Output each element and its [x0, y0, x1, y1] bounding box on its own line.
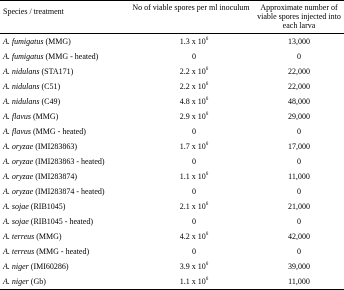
species-name: A. flavus — [3, 127, 31, 136]
spores-injected-value: 29,000 — [288, 112, 310, 121]
species-cell — [0, 124, 128, 139]
spores-injected-cell — [254, 259, 344, 274]
spores-per-ml-cell — [128, 139, 254, 154]
spores-injected-cell — [254, 244, 344, 259]
spores-per-ml-cell — [128, 124, 254, 139]
spores-per-ml-cell — [128, 154, 254, 169]
spores-exponent: 6 — [205, 37, 209, 42]
spores-per-ml-value: 1.7 x 10 — [179, 142, 206, 151]
species-name: A. oryzae — [3, 187, 34, 196]
species-name: A. nidulans — [3, 67, 40, 76]
spores-injected-cell — [254, 274, 344, 290]
species-name: A. oryzae — [3, 172, 34, 181]
header-spores-injected: Approximate number of viable spores injected into each larva — [254, 1, 344, 34]
spores-per-ml-value: 0 — [192, 52, 196, 61]
species-cell — [0, 184, 128, 199]
species-cell — [0, 274, 128, 290]
treatment-label: (MMG) — [33, 112, 59, 121]
spores-per-ml-value: 2.9 x 10 — [179, 112, 206, 121]
treatment-label: (IMI283863 - heated) — [35, 157, 105, 166]
spores-per-ml-cell — [128, 64, 254, 79]
spores-per-ml-value: 4.2 x 10 — [179, 232, 206, 241]
table-row — [0, 229, 344, 244]
species-cell — [0, 229, 128, 244]
species-name: A. nidulans — [3, 82, 40, 91]
species-cell — [0, 139, 128, 154]
spores-per-ml-cell — [128, 259, 254, 274]
table-body — [0, 34, 344, 290]
spores-exponent: 6 — [205, 262, 209, 267]
spores-per-ml-cell — [128, 214, 254, 229]
table-row — [0, 124, 344, 139]
species-cell — [0, 169, 128, 184]
table-row — [0, 199, 344, 214]
spores-exponent: 6 — [205, 82, 209, 87]
spores-injected-value: 0 — [297, 217, 301, 226]
table-row — [0, 259, 344, 274]
species-cell — [0, 109, 128, 124]
species-name: A. nidulans — [3, 97, 40, 106]
spores-injected-cell — [254, 139, 344, 154]
spores-per-ml-value: 0 — [192, 157, 196, 166]
spores-injected-cell — [254, 169, 344, 184]
species-name: A. flavus — [3, 112, 31, 121]
treatment-label: (MMG - heated) — [45, 52, 99, 61]
table-row — [0, 94, 344, 109]
table-row — [0, 214, 344, 229]
treatment-label: (Gb) — [30, 277, 46, 286]
spores-per-ml-value: 2.2 x 10 — [179, 82, 206, 91]
table-row — [0, 79, 344, 94]
treatment-label: (MMG) — [36, 232, 62, 241]
spores-injected-value: 22,000 — [288, 82, 310, 91]
species-name: A. fumigatus — [3, 52, 44, 61]
treatment-label: (MMG - heated) — [36, 247, 90, 256]
table-row — [0, 34, 344, 50]
treatment-label: (MMG - heated) — [33, 127, 86, 136]
spores-per-ml-cell — [128, 229, 254, 244]
spores-per-ml-cell — [128, 49, 254, 64]
spores-injected-value: 0 — [297, 157, 301, 166]
spores-per-ml-cell — [128, 109, 254, 124]
species-name: A. terreus — [3, 247, 35, 256]
table-row — [0, 49, 344, 64]
spores-per-ml-cell — [128, 94, 254, 109]
spores-injected-cell — [254, 184, 344, 199]
species-name: A. terreus — [3, 232, 35, 241]
spores-injected-cell — [254, 94, 344, 109]
spores-per-ml-value: 0 — [192, 187, 196, 196]
spores-exponent: 6 — [205, 202, 209, 207]
spores-injected-cell — [254, 154, 344, 169]
species-name: A. sojae — [3, 202, 29, 211]
table-row — [0, 64, 344, 79]
spores-per-ml-cell — [128, 34, 254, 50]
table-row — [0, 109, 344, 124]
table-row — [0, 154, 344, 169]
spores-per-ml-cell — [128, 199, 254, 214]
species-name: A. oryzae — [3, 142, 34, 151]
spores-per-ml-value: 2.1 x 10 — [179, 202, 206, 211]
spores-exponent: 6 — [205, 142, 209, 147]
species-cell — [0, 259, 128, 274]
spores-injected-value: 39,000 — [288, 262, 310, 271]
spores-exponent: 6 — [205, 232, 209, 237]
species-cell — [0, 94, 128, 109]
spores-injected-cell — [254, 79, 344, 94]
header-species: Species / treatment — [0, 1, 128, 34]
spores-per-ml-value: 1.1 x 10 — [179, 277, 206, 286]
species-name: A. niger — [3, 277, 29, 286]
spores-injected-value: 0 — [297, 127, 301, 136]
species-cell — [0, 199, 128, 214]
spores-injected-value: 0 — [297, 187, 301, 196]
treatment-label: (RIB1045 - heated) — [30, 217, 93, 226]
treatment-label: (IMI283874 - heated) — [35, 187, 105, 196]
spores-injected-value: 0 — [297, 247, 301, 256]
spores-injected-cell — [254, 34, 344, 50]
table-row — [0, 244, 344, 259]
species-cell — [0, 34, 128, 50]
spores-per-ml-cell — [128, 79, 254, 94]
table-row — [0, 169, 344, 184]
treatment-label: (RIB1045) — [30, 202, 66, 211]
spores-per-ml-value: 1.1 x 10 — [179, 172, 206, 181]
spores-injected-cell — [254, 124, 344, 139]
treatment-label: (IMI60286) — [30, 262, 69, 271]
spores-per-ml-cell — [128, 274, 254, 290]
spores-exponent: 6 — [205, 97, 209, 102]
spores-injected-cell — [254, 64, 344, 79]
species-cell — [0, 214, 128, 229]
treatment-label: (C49) — [41, 97, 61, 106]
spores-injected-value: 48,000 — [288, 97, 310, 106]
spores-injected-value: 11,000 — [288, 277, 310, 286]
spores-injected-cell — [254, 109, 344, 124]
species-name: A. niger — [3, 262, 29, 271]
spores-injected-cell — [254, 229, 344, 244]
species-cell — [0, 49, 128, 64]
spores-exponent: 6 — [205, 112, 209, 117]
table-row — [0, 184, 344, 199]
spores-per-ml-value: 1.3 x 10 — [179, 37, 206, 46]
treatment-label: (MMG) — [45, 37, 71, 46]
header-row — [0, 1, 344, 34]
treatment-label: (STA171) — [41, 67, 74, 76]
spores-per-ml-value: 0 — [192, 247, 196, 256]
spores-per-ml-value: 2.2 x 10 — [179, 67, 206, 76]
spores-injected-cell — [254, 199, 344, 214]
spores-per-ml-cell — [128, 184, 254, 199]
species-cell — [0, 154, 128, 169]
treatment-label: (IMI283874) — [35, 172, 77, 181]
spores-injected-value: 17,000 — [288, 142, 310, 151]
spores-injected-cell — [254, 214, 344, 229]
header-spores-per-ml: No of viable spores per ml inoculum — [128, 1, 254, 34]
spores-per-ml-value: 3.9 x 10 — [179, 262, 206, 271]
species-name: A. fumigatus — [3, 37, 44, 46]
spores-injected-value: 11,000 — [288, 172, 310, 181]
spores-injected-value: 22,000 — [288, 67, 310, 76]
spores-exponent: 6 — [205, 277, 209, 282]
spores-injected-cell — [254, 49, 344, 64]
species-cell — [0, 244, 128, 259]
spores-exponent: 6 — [205, 172, 209, 177]
treatment-label: (IMI283863) — [35, 142, 77, 151]
spores-per-ml-value: 0 — [192, 127, 196, 136]
spores-injected-value: 42,000 — [288, 232, 310, 241]
table-row — [0, 139, 344, 154]
spores-per-ml-value: 0 — [192, 217, 196, 226]
spores-per-ml-cell — [128, 244, 254, 259]
species-name: A. sojae — [3, 217, 29, 226]
table-header — [0, 1, 344, 34]
treatment-label: (C51) — [41, 82, 61, 91]
species-name: A. oryzae — [3, 157, 34, 166]
table-row — [0, 274, 344, 290]
spores-per-ml-value: 4.8 x 10 — [179, 97, 206, 106]
spores-exponent: 6 — [205, 67, 209, 72]
spores-injected-value: 21,000 — [288, 202, 310, 211]
species-cell — [0, 79, 128, 94]
spores-injected-value: 13,000 — [288, 37, 310, 46]
species-cell — [0, 64, 128, 79]
spores-per-ml-cell — [128, 169, 254, 184]
spores-injected-value: 0 — [297, 52, 301, 61]
